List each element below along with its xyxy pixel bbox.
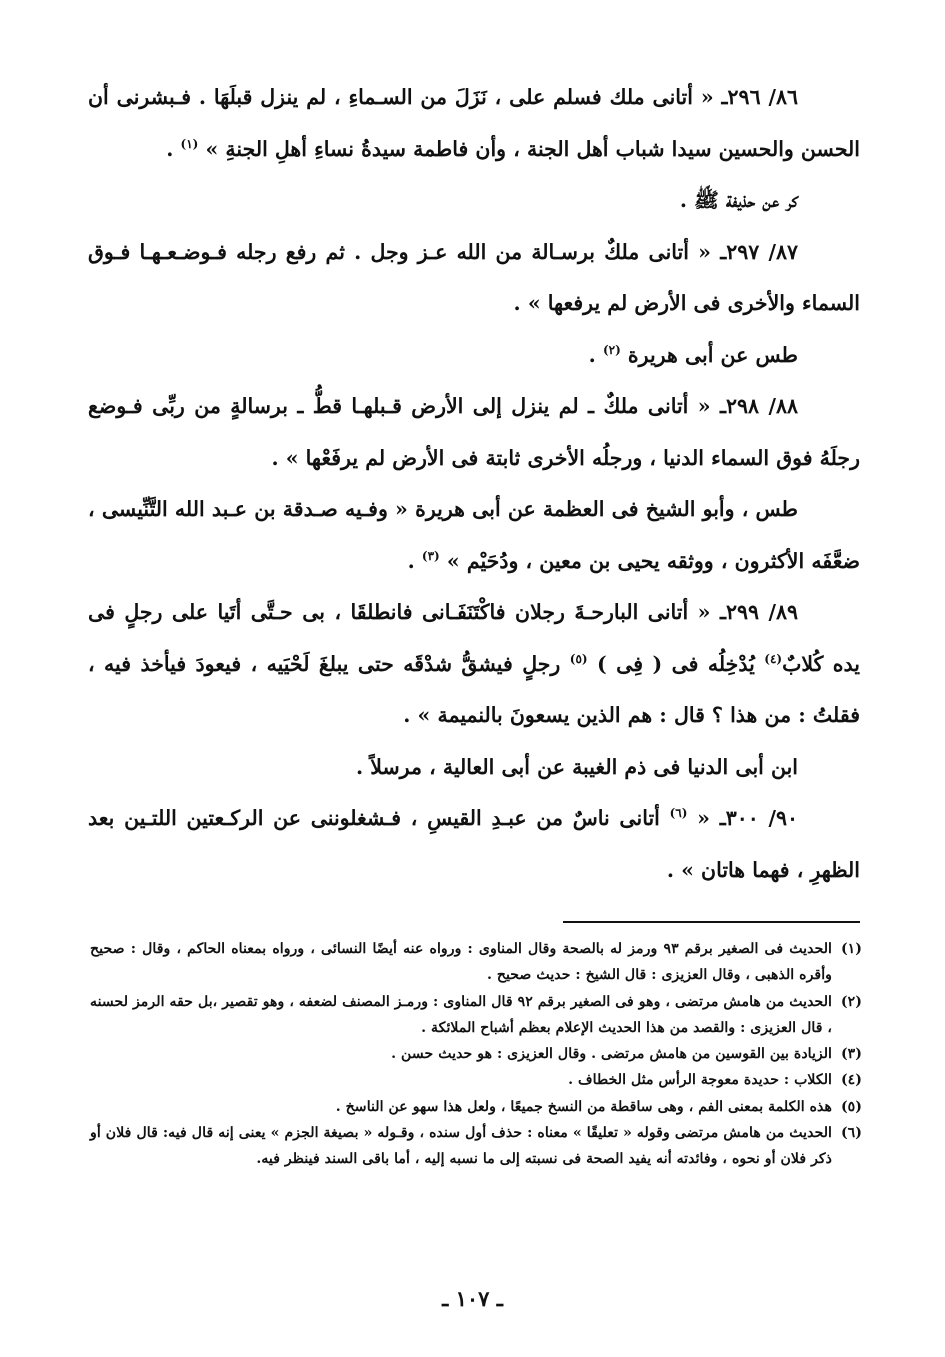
- hadith-number: ٨٩/ ٢٩٩ـ: [719, 600, 798, 624]
- hadith-299: [88, 587, 860, 742]
- main-text: [88, 72, 860, 896]
- punctuation: .: [588, 342, 603, 367]
- footnote-text: الحديث فى الصغير برقم ٩٣ ورمز له بالصحة وقال المناوى : ورواه عنه أيضًا النسائى ، ورواه بمعناه الحاكم ، وقال : صحيح وأقره الذهبى ، وقال العزيزى : قال الشيخ : حديث صحيح .: [90, 941, 833, 984]
- footnotes: [90, 936, 862, 1173]
- footnote-number: (٦): [840, 1125, 862, 1142]
- hadith-source: [88, 742, 860, 794]
- hadith-text: « أتانى ملكٌ برسـالة من الله عـز وجل . ثم رفع رجله فـوضـعـهـا فـوق السماء والأخرى فى الأرض لم يرفعها » .: [88, 239, 860, 315]
- hadith-297: [88, 227, 860, 330]
- footnote-ref[interactable]: (٢): [602, 342, 621, 357]
- footnote-number: (١): [840, 941, 863, 957]
- source-text: طس عن أبى هريرة: [627, 342, 798, 367]
- hadith-text: « أتانى ملكٌ ـ لم ينزل إلى الأرض قـبلهـا قطُّ ـ برسالةٍ من ربِّى فـوضع رجلَهُ فوق السماء الدنيا ، ورجلُه الأخرى ثابتة فى الأرض لم يرفَعْها » .: [88, 394, 860, 470]
- footnote-text: الحديث من هامش مرتضى ، وهو فى الصغير برقم ٩٢ قال المناوى : ورمـز المصنف لضعفه ، وهو تقصير ،بل حقه الرمز لحسنه ، قال العزيزى : والقصد من هذا الحديث الإعلام بعظم أشباح الملائكة .: [90, 993, 832, 1036]
- footnote-ref[interactable]: (٣): [421, 548, 440, 563]
- hadith-number: ٨٦/ ٢٩٦ـ: [721, 85, 798, 109]
- footnote-2: [90, 989, 862, 1042]
- footnote-ref[interactable]: (٥): [569, 651, 588, 666]
- footnote-1: [90, 936, 862, 989]
- hadith-298: [88, 381, 860, 484]
- hadith-300: [88, 793, 860, 896]
- hadith-296: [88, 72, 860, 175]
- footnote-number: (٤): [840, 1072, 862, 1089]
- footnote-4: [90, 1067, 862, 1093]
- hadith-text: رجلٍ فيشقُّ شدْقَه حتى يبلغَ لَحْيَيه ، فيعودَ فيأخذ فيه ، فقلتُ : من هذا ؟ قال : هم الذين يسعونَ بالنميمة » .: [88, 651, 860, 727]
- hadith-source: [88, 175, 860, 227]
- footnote-5: [90, 1094, 862, 1120]
- footnote-number: (٣): [840, 1046, 862, 1063]
- footnote-number: (٥): [840, 1098, 862, 1115]
- hadith-source: [88, 484, 860, 587]
- footnote-text: الكلاب : حديدة معوجة الرأس مثل الخطاف .: [568, 1072, 832, 1089]
- punctuation: .: [407, 548, 422, 573]
- hadith-text: أتانى ناسٌ من عبـدِ القيسِ ، فـشغلوننى عن الركـعتين اللتـين بعد الظهرِ ، فهما هاتان » .: [88, 806, 860, 882]
- source-text: طس ، وأبو الشيخ فى العظمة عن أبى هريرة « وفـيه صـدقة بن عـبد الله التَّنِّيسى ، ضعَّفَه الأكثرون ، ووثقه يحيى بن معين ، ودُحَيْم »: [88, 497, 860, 573]
- footnote-ref[interactable]: (٤): [764, 651, 783, 666]
- hadith-text: « أتانى ملك فسلم على ، نَزَلَ من السـماءِ ، لم ينزل قبلَهَا . فـبشرنى أن الحسن والحسين سيدا شباب أهل الجنة ، وأن فاطمة سيدةُ نساءِ أهلِ الجنةِ »: [88, 85, 860, 161]
- quote-open: «: [697, 806, 710, 830]
- footnote-text: الحديث من هامش مرتضى وقوله « تعليقًا » معناه : حذف أول سنده ، وقـوله « بصيغة الجزم » يعنى إنه قال فيه: قال فلان أو ذكر فلان أو نحوه ، وفائدته أنه يفيد الصحة فى نسبته إلى ما نسبه إليه ، أما باقى السند فينظر فيه.: [90, 1125, 832, 1168]
- footnote-6: [90, 1120, 862, 1173]
- hadith-number: ٩٠/ ٣٠٠ـ: [719, 806, 798, 830]
- hadith-text: يُدْخِلُه فى ( فِى ): [597, 651, 765, 676]
- hadith-text: « أتانى البارحـةَ رجلان فاكْتَنَفَـانى فانطلقَا ، بى حـتَّى أتَيا على رجلٍ فى يده كُلابٌ: [88, 600, 861, 676]
- hadith-number: ٨٧/ ٢٩٧ـ: [720, 239, 799, 264]
- source-text: كر عن حذيفة ﷺ .: [679, 188, 798, 212]
- footnote-number: (٢): [840, 993, 862, 1010]
- hadith-number: ٨٨/ ٢٩٨ـ: [720, 394, 799, 418]
- footnote-text: هذه الكلمة بمعنى الفم ، وهى ساقطة من النسخ جميعًا ، ولعل هذا سهو عن الناسخ .: [335, 1098, 832, 1115]
- footnote-ref[interactable]: (١): [180, 136, 199, 151]
- hadith-source: [88, 330, 860, 382]
- footnote-divider: [563, 921, 860, 923]
- footnote-ref[interactable]: (٦): [669, 806, 688, 821]
- footnote-3: [90, 1041, 862, 1067]
- footnote-text: الزيادة بين القوسين من هامش مرتضى . وقال العزيزى : هو حديث حسن .: [391, 1046, 832, 1063]
- punctuation: .: [166, 136, 181, 161]
- page-number: ـ ١٠٧ ـ: [442, 1286, 503, 1311]
- source-text: ابن أبى الدنيا فى ذم الغيبة عن أبى العالية ، مرسلاً .: [355, 754, 798, 779]
